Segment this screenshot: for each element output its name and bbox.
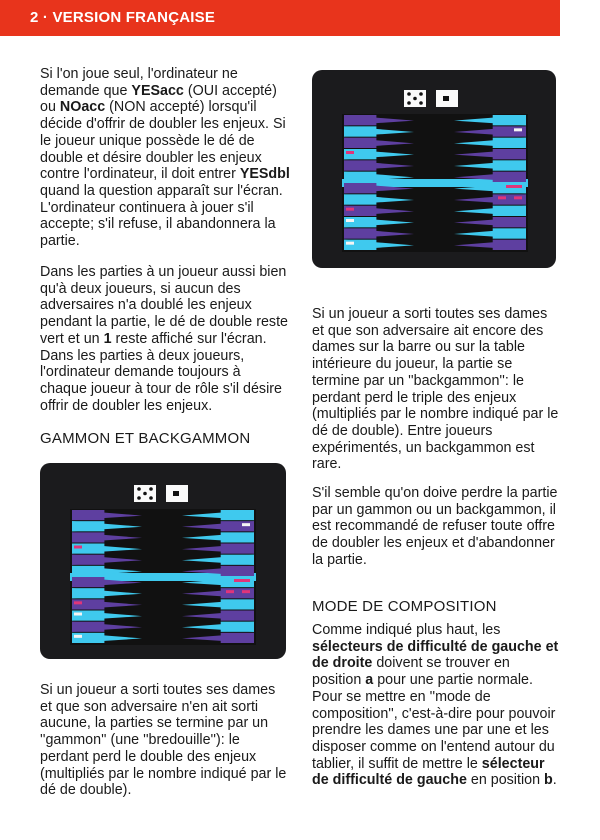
section-header-title: 2 · VERSION FRANÇAISE: [30, 9, 216, 26]
left-paragraph-3: Si un joueur a sorti toutes ses dames et que son adversaire n'en ait sorti aucune, la parties se termine par un ''gammon'' (une ''bredouille''): le perdant perd le double des enjeux (multipliés par le nombre indiqué par le dé de double).: [40, 682, 287, 799]
backgammon-screen-image-left: [40, 463, 286, 659]
backgammon-board-left: [70, 509, 256, 645]
heading-composition: MODE DE COMPOSITION: [312, 598, 497, 615]
section-header-bar: [0, 0, 560, 36]
heading-gammon: GAMMON ET BACKGAMMON: [40, 430, 251, 447]
right-paragraph-3: Comme indiqué plus haut, les sélecteurs de difficulté de gauche et de droite doivent se trouver en position a pour une partie normale. Pour se mettre en ''mode de composition'', c'est-à-dire pour pouvoir prendre les dames une par une et les disposer comme on l'entend autour du tablier, il suffit de mettre le sélecteur de difficulté de gauche en position b.: [312, 622, 559, 789]
right-paragraph-1: Si un joueur a sorti toutes ses dames et que son adversaire ait encore des dames sur la barre ou sur la table intérieure du joueur, la partie se termine par un ''backgammon'': le perdant perd le triple des enjeux (multipliés par le nombre indiqué par le dé de double). Entre joueurs expérimentés, un backgammon est rare.: [312, 306, 559, 473]
right-paragraph-2: S'il semble qu'on doive perdre la partie par un gammon ou un backgammon, il est recommandé de refuser toute offre de doubler les enjeux et d'abandonner la partie.: [312, 485, 558, 568]
backgammon-board-right: [342, 114, 528, 252]
left-paragraph-1: Si l'on joue seul, l'ordinateur ne demande que YESacc (OUI accepté) ou NOacc (NON accepté) lorsqu'il décide d'offrir de doubler les enjeux. Si le joueur unique possède le dé de double et désire doubler les enjeux contre l'ordinateur, il doit entrer YESdbl quand la question apparaît sur l'écran. L'ordinateur continuera à jouer s'il accepte; s'il refuse, il abandonnera la partie.: [40, 66, 290, 250]
backgammon-screen-image-right: [312, 70, 556, 268]
dice-icon: [40, 463, 286, 509]
dice-icon: [312, 70, 556, 114]
left-paragraph-2: Dans les parties à un joueur aussi bien qu'à deux joueurs, si aucun des adversaires n'a doublé les enjeux pendant la partie, le dé de double reste vert et un 1 reste affiché sur l'écran. Dans les parties à deux joueurs, l'ordinateur demande toujours à chaque joueur à tour de rôle s'il désire offrir de doubler les enjeux.: [40, 264, 288, 414]
